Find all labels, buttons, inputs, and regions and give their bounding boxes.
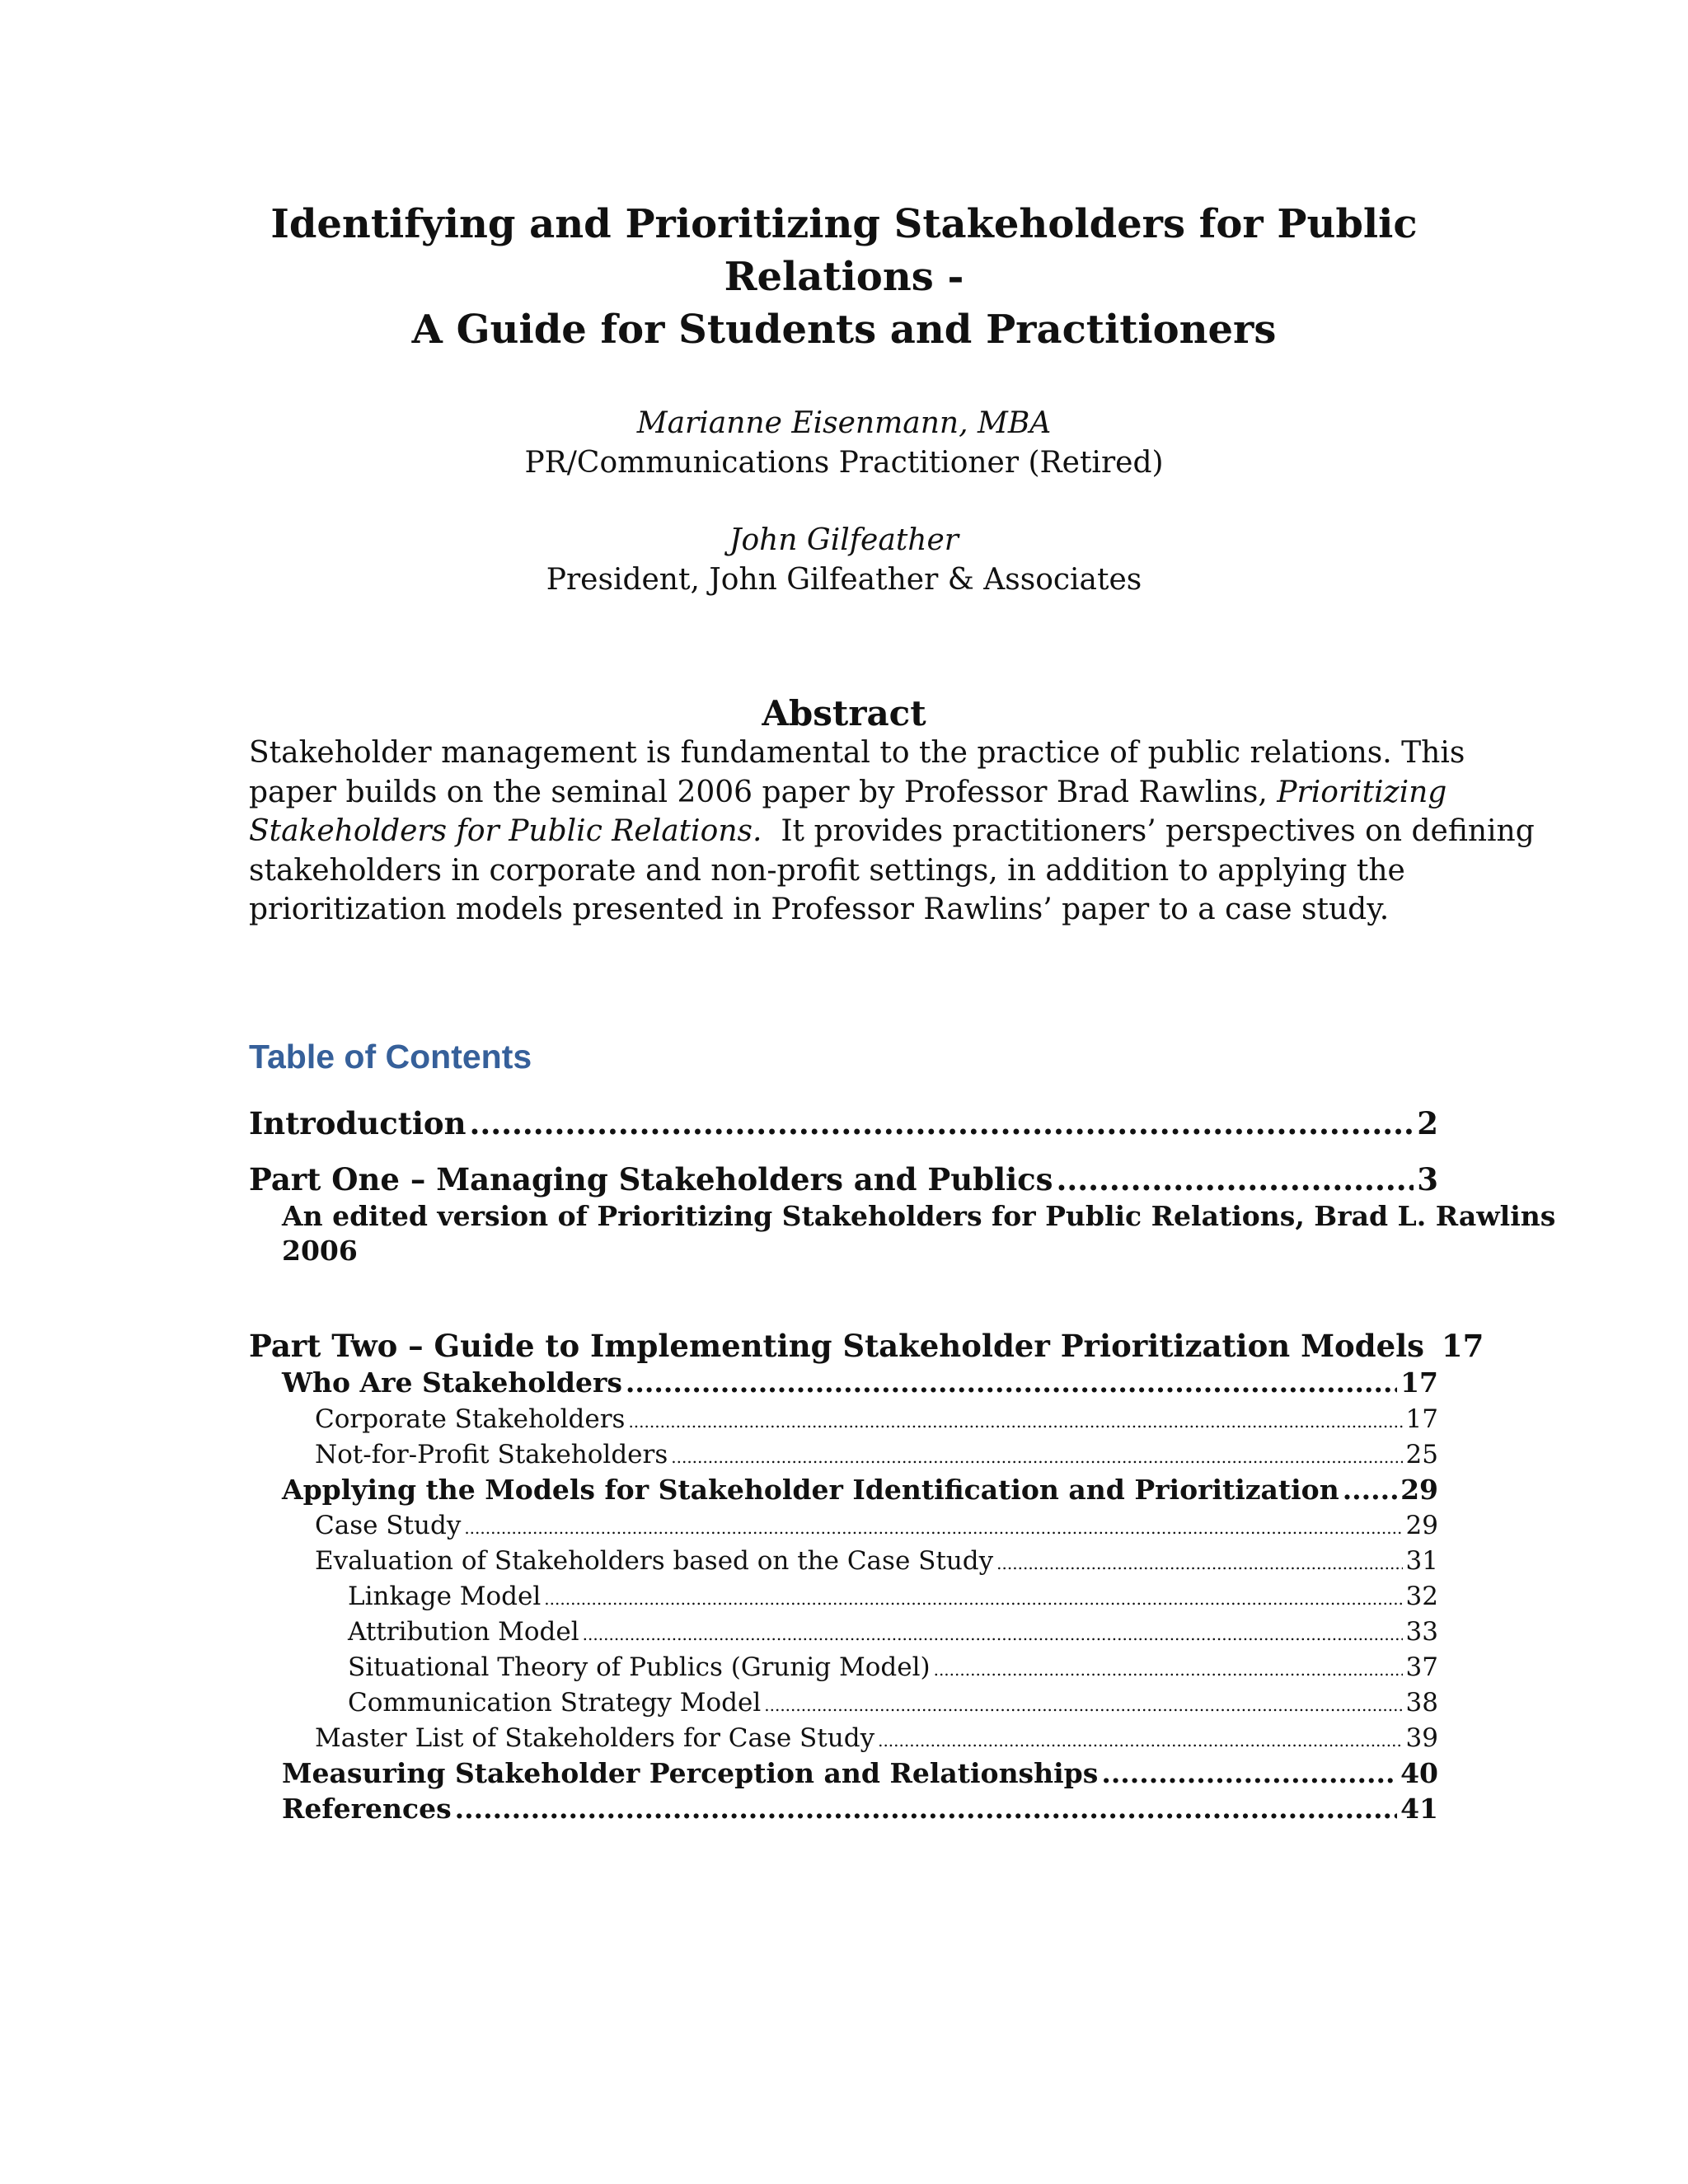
toc-page-number: 2 [1417,1105,1438,1141]
toc-dot-leader [1343,1473,1397,1507]
toc-entry-title: Situational Theory of Publics (Grunig Model) [348,1652,931,1682]
toc-dot-leader [1057,1160,1414,1198]
toc-entry-title: Applying the Models for Stakeholder Identification and Prioritization [282,1474,1339,1506]
toc-page-number: 31 [1405,1546,1438,1576]
toc-entry-part-one-note[interactable] [282,1199,1556,1268]
toc-page-number: 17 [1400,1366,1438,1399]
author-role: PR/Communications Practitioner (Retired) [524,446,1164,480]
toc-entry-title: Corporate Stakeholders [315,1404,626,1434]
toc-entry-case-study[interactable] [315,1508,1438,1545]
author-block-1 [247,404,1441,483]
abstract-text: It provides practitioners’ perspectives on defining [762,814,1535,848]
abstract-heading: Abstract [762,693,926,733]
abstract-cited-title: Prioritizing [1277,775,1447,809]
author-role: President, John Gilfeather & Associates [546,563,1142,597]
toc-page-number: 32 [1405,1582,1438,1611]
toc-page-number: 25 [1405,1440,1438,1469]
toc-dot-leader [628,1402,1402,1439]
toc-page-number: 17 [1441,1328,1484,1364]
toc-entry-master-list[interactable] [315,1721,1438,1758]
toc-entry-part-two[interactable] [249,1327,1484,1365]
toc-entry-applying-models[interactable] [282,1473,1438,1507]
toc-entry-who-are-stakeholders[interactable] [282,1366,1438,1400]
toc-page-number: 39 [1405,1723,1438,1753]
toc-dot-leader [470,1104,1414,1142]
title-line-3: A Guide for Students and Practitioners [411,307,1277,353]
abstract-body [249,733,1535,930]
toc-entry-title: Linkage Model [348,1582,542,1611]
toc-entry-part-one[interactable] [249,1160,1438,1198]
toc-dot-leader [878,1721,1402,1758]
toc-entry-linkage-model[interactable] [348,1579,1438,1616]
toc-page-number: 3 [1417,1161,1438,1197]
toc-entry-communication-strategy[interactable] [348,1685,1438,1722]
toc-note-line: 2006 [282,1235,358,1267]
toc-entry-title: Master List of Stakeholders for Case Study [315,1723,875,1753]
toc-page-number: 37 [1405,1652,1438,1682]
toc-note-line: An edited version of Prioritizing Stakeholders for Public Relations, Brad L. Rawlins [282,1200,1556,1232]
abstract-line [249,773,1452,813]
toc-entry-title: Not-for-Profit Stakeholders [315,1440,668,1469]
toc-entry-title: Attribution Model [348,1617,579,1647]
toc-dot-leader [583,1615,1403,1652]
toc-dot-leader [934,1650,1403,1687]
toc-dot-leader [671,1437,1402,1474]
document-title [247,198,1441,356]
toc-entry-title: Part Two – Guide to Implementing Stakeholder Prioritization Models [249,1328,1435,1364]
abstract-cited-title: Stakeholders for Public Relations. [249,814,762,848]
toc-heading: Table of Contents [249,1038,532,1076]
toc-entry-title: Introduction [249,1105,467,1141]
toc-entry-evaluation[interactable] [315,1544,1438,1581]
toc-entry-title: Measuring Stakeholder Perception and Relationships [282,1757,1099,1789]
abstract-text: paper builds on the seminal 2006 paper by Professor Brad Rawlins, [249,775,1278,809]
toc-entry-title: Evaluation of Stakeholders based on the Case Study [315,1546,994,1576]
toc-page-number: 29 [1400,1474,1438,1506]
toc-entry-references[interactable] [282,1792,1438,1826]
abstract-line [249,812,1535,851]
toc-page-number: 17 [1405,1404,1438,1434]
toc-dot-leader [455,1792,1397,1826]
toc-entry-corporate-stakeholders[interactable] [315,1402,1438,1439]
toc-page-number: 41 [1400,1793,1438,1825]
toc-dot-leader [464,1508,1402,1545]
toc-entry-measuring[interactable] [282,1756,1438,1791]
toc-dot-leader [544,1579,1402,1616]
toc-entry-title: References [282,1793,452,1825]
title-line-1: Identifying and Prioritizing Stakeholders for Public [270,201,1418,247]
abstract-line: prioritization models presented in Professor Rawlins’ paper to a case study. [249,893,1390,926]
toc-entry-title: Case Study [315,1511,462,1540]
toc-entry-nonprofit-stakeholders[interactable] [315,1437,1438,1474]
author-block-2 [247,521,1441,600]
abstract-line: Stakeholder management is fundamental to the practice of public relations. This [249,736,1465,770]
toc-entry-introduction[interactable] [249,1104,1438,1142]
toc-page-number: 33 [1405,1617,1438,1647]
toc-entry-title: Part One – Managing Stakeholders and Publics [249,1161,1053,1197]
author-name: John Gilfeather [729,523,959,557]
toc-entry-title: Communication Strategy Model [348,1688,762,1718]
toc-entry-situational-theory[interactable] [348,1650,1438,1687]
toc-entry-title: Who Are Stakeholders [282,1366,622,1399]
title-line-2: Relations - [724,254,964,300]
toc-entry-attribution-model[interactable] [348,1615,1438,1652]
toc-dot-leader [764,1685,1402,1722]
toc-page-number: 29 [1405,1511,1438,1540]
toc-dot-leader [996,1544,1402,1581]
author-name: Marianne Eisenmann, MBA [636,406,1052,440]
abstract-line: stakeholders in corporate and non-profit settings, in addition to applying the [249,853,1405,888]
toc-dot-leader [626,1366,1397,1400]
toc-page-number: 38 [1405,1688,1438,1718]
toc-page-number: 40 [1400,1757,1438,1789]
toc-dot-leader [1101,1756,1397,1791]
